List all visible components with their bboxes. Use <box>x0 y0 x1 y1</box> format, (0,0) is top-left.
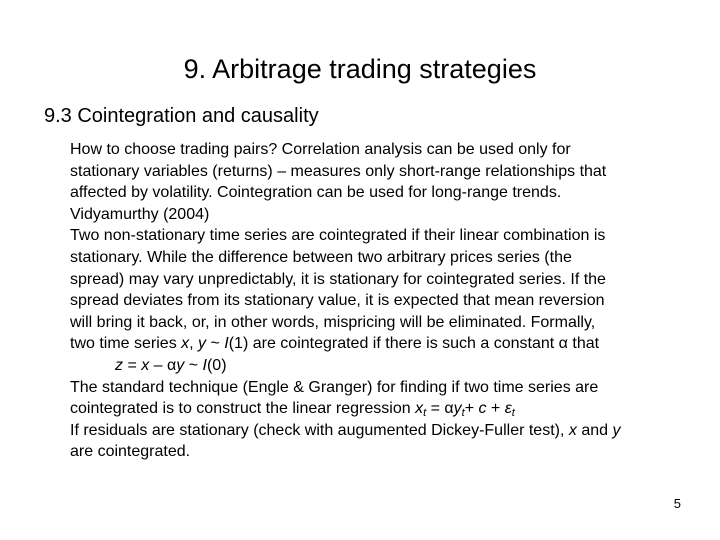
paragraph-definition-line-2: stationary. While the difference between two arbitrary prices series (the <box>70 248 572 266</box>
paragraph-definition-line-1: Two non-stationary time series are cointegrated if their linear combination is <box>70 227 606 245</box>
paragraph-definition-line-6 <box>70 333 680 355</box>
section-heading: 9.3 Cointegration and causality <box>44 105 319 127</box>
variable-x: x <box>415 400 424 418</box>
reference-citation: Vidyamurthy (2004) <box>70 205 210 223</box>
variable-z: z <box>115 356 123 374</box>
paragraph-definition-line-3: spread) may vary unpredictably, it is stationary for cointegrated series. If the <box>70 270 606 288</box>
text-run: ~ <box>206 335 225 353</box>
paragraph-residuals-line-1 <box>70 420 680 442</box>
slide-title: 9. Arbitrage trading strategies <box>183 54 537 84</box>
slide-body <box>70 139 680 463</box>
integration-order-symbol: I <box>224 335 229 353</box>
text-run: two time series <box>70 335 182 353</box>
variable-x: x <box>141 356 150 374</box>
paragraph-trading-pairs-line-3: affected by volatility. Cointegration can be used for long-range trends. <box>70 184 562 202</box>
text-run: = α <box>426 400 454 418</box>
variable-y: y <box>453 400 462 418</box>
variable-c: c <box>478 400 487 418</box>
paragraph-definition-line-5: will bring it back, or, in other words, mispricing will be eliminated. Formally, <box>70 313 596 331</box>
text-run: = <box>123 356 142 374</box>
paragraph-trading-pairs-line-2: stationary variables (returns) – measures only short-range relationships that <box>70 162 607 180</box>
text-run: and <box>576 421 613 439</box>
text-run: (1) are cointegrated if there is such a constant α that <box>228 335 600 353</box>
subscript-t: t <box>511 407 515 420</box>
text-run: , <box>189 335 199 353</box>
text-run: cointegrated is to construct the linear regression <box>70 400 416 418</box>
paragraph-residuals-line-2: are cointegrated. <box>70 443 191 461</box>
variable-x: x <box>568 421 577 439</box>
variable-y: y <box>176 356 185 374</box>
text-run: + <box>464 400 479 418</box>
paragraph-engle-granger-line-1: The standard technique (Engle & Granger) for finding if two time series are <box>70 378 599 396</box>
page-number: 5 <box>673 496 681 511</box>
variable-y: y <box>612 421 621 439</box>
subscript-t: t <box>423 407 427 420</box>
text-run: ~ <box>184 356 203 374</box>
variable-epsilon: ε <box>504 400 512 418</box>
subscript-t: t <box>461 407 465 420</box>
cointegration-formula <box>70 355 680 377</box>
text-run: + <box>486 400 505 418</box>
integration-order-symbol: I <box>202 356 207 374</box>
variable-x: x <box>181 335 190 353</box>
text-run: If residuals are stationary (check with augumented Dickey-Fuller test), <box>70 421 569 439</box>
paragraph-engle-granger-line-2 <box>70 398 680 420</box>
paragraph-trading-pairs-line-1: How to choose trading pairs? Correlation analysis can be used only for <box>70 141 571 158</box>
text-run: (0) <box>206 356 227 374</box>
text-run: – α <box>149 356 177 374</box>
paragraph-definition-line-4: spread deviates from its stationary value, it is expected that mean reversion <box>70 292 605 310</box>
variable-y: y <box>198 335 207 353</box>
